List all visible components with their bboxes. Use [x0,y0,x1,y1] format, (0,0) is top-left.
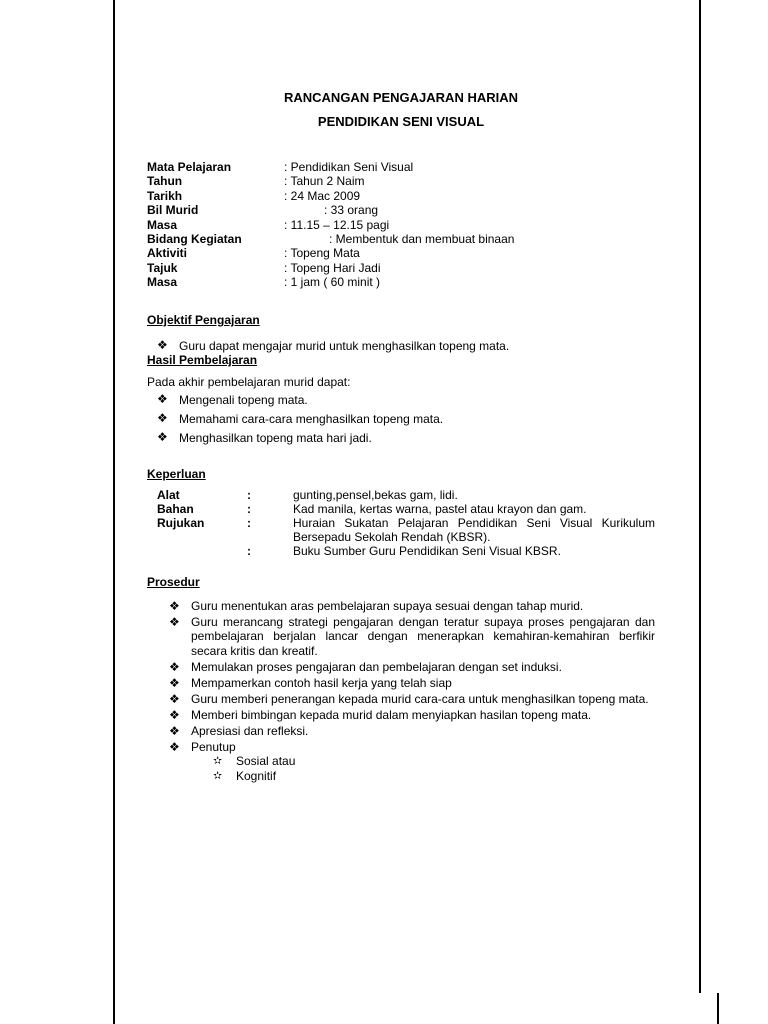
hasil-intro: Pada akhir pembelajaran murid dapat: [147,375,351,389]
req-text: Kad manila, kertas warna, pastel atau krayon dan gam. [293,502,587,516]
sub-list-item-text: Sosial atau [236,754,296,769]
diamond-bullet-icon: ❖ [169,723,180,738]
diamond-bullet-icon: ❖ [169,659,180,674]
sub-list-item [191,769,655,783]
info-label: Tahun [147,174,183,189]
info-value: : 24 Mac 2009 [284,188,361,203]
keperluan-table [157,488,655,558]
info-value: : Membentuk dan membuat binaan [329,232,515,247]
info-value: : Topeng Hari Jadi [284,260,381,275]
penutup-sublist [191,754,655,783]
req-colon: : [247,516,251,530]
req-label [157,544,247,558]
info-label: Bidang Kegiatan [147,232,242,247]
info-row [147,174,514,188]
list-item [169,599,655,613]
document-subtitle: PENDIDIKAN SENI VISUAL [317,114,485,129]
req-text: gunting,pensel,bekas gam, lidi. [293,488,458,502]
info-value: : 1 jam ( 60 minit ) [284,275,381,290]
list-item [169,692,655,706]
page-corner-mark [717,993,719,1024]
hasil-heading: Hasil Pembelajaran [147,353,258,367]
req-label: Alat [157,488,180,502]
req-colon: : [247,488,251,502]
req-label: Bahan [157,502,194,516]
list-item-text: Menghasilkan topeng mata hari jadi. [179,431,372,445]
list-item-text: Mempamerkan contoh hasil kerja yang telah siap [191,675,452,690]
info-value: : 11.15 – 12.15 pagi [284,217,390,232]
diamond-bullet-icon: ❖ [169,707,180,722]
info-row [147,261,514,275]
list-item [169,676,655,690]
table-row [157,544,655,558]
info-value: : 33 orang [324,203,379,218]
diamond-bullet-icon: ❖ [169,615,180,629]
diamond-bullet-icon: ❖ [169,599,180,613]
list-item-text: Memulakan proses pengajaran dan pembelajaran dengan set induksi. [191,659,562,674]
sub-list-item [191,754,655,768]
list-item-text: Mengenali topeng mata. [179,393,308,407]
hasil-list [147,393,443,445]
list-item-text: Penutup [191,739,236,754]
info-row [147,232,514,246]
info-label: Tajuk [147,260,178,275]
list-item [147,339,509,353]
keperluan-heading: Keperluan [147,467,206,481]
req-colon: : [247,502,251,516]
list-item-text: Memberi bimbingan kepada murid dalam menyiapkan hasilan topeng mata. [191,707,592,722]
document-title: RANCANGAN PENGAJARAN HARIAN [283,90,518,105]
star-bullet-icon: ✫ [213,769,223,782]
info-value: : Topeng Mata [284,246,360,261]
list-item [169,708,655,722]
list-item [169,724,655,738]
list-item [169,660,655,674]
prosedur-heading: Prosedur [147,575,200,589]
list-item [147,431,443,445]
info-label: Bil Murid [147,203,199,218]
page-right-border [699,0,701,993]
star-bullet-icon: ✫ [213,755,223,768]
info-row [147,203,514,217]
diamond-bullet-icon: ❖ [157,430,168,444]
list-item [147,393,443,407]
list-item-text: Guru dapat mengajar murid untuk menghasilkan topeng mata. [179,339,510,353]
info-row [147,189,514,203]
req-colon: : [247,544,251,558]
list-item-text: Apresiasi dan refleksi. [191,723,309,738]
list-item-text: Guru memberi penerangan kepada murid cara-cara untuk menghasilkan topeng mata. [191,691,649,706]
req-text: Huraian Sukatan Pelajaran Pendidikan Seni Visual Kurikulum Bersepadu Sekolah Rendah (KBSR). [293,516,655,544]
lesson-info-table [147,160,514,290]
page-left-border [113,0,115,1024]
list-item [169,740,655,783]
diamond-bullet-icon: ❖ [157,392,168,406]
sub-list-item-text: Kognitif [236,768,277,783]
req-text: Buku Sumber Guru Pendidikan Seni Visual KBSR. [293,544,561,558]
objektif-list [147,339,509,353]
req-label: Rujukan [157,516,205,530]
list-item-text: Guru menentukan aras pembelajaran supaya sesuai dengan tahap murid. [191,599,584,613]
diamond-bullet-icon: ❖ [157,338,168,352]
info-value: : Pendidikan Seni Visual [284,160,414,174]
diamond-bullet-icon: ❖ [157,411,168,425]
list-item [147,412,443,426]
info-row [147,246,514,260]
table-row [157,488,655,502]
info-row [147,218,514,232]
diamond-bullet-icon: ❖ [169,739,180,754]
info-row [147,275,514,289]
list-item-text: Guru merancang strategi pengajaran dengan teratur supaya proses pengajaran dan pembelajaran berjalan lancar dengan menerapkan kemahiran-kemahiran berfikir secara kritis dan kreatif. [191,615,655,658]
prosedur-list [169,599,655,785]
info-label: Masa [147,275,178,290]
info-value: : Tahun 2 Naim [284,174,365,189]
list-item [169,615,655,658]
info-label: Masa [147,217,178,232]
info-label: Aktiviti [147,246,188,261]
table-row [157,502,655,516]
info-row [147,160,514,174]
info-label: Tarikh [147,188,183,203]
table-row [157,516,655,544]
list-item-text: Memahami cara-cara menghasilkan topeng mata. [179,412,444,426]
diamond-bullet-icon: ❖ [169,691,180,706]
objektif-heading: Objektif Pengajaran [147,313,260,327]
info-label: Mata Pelajaran [147,160,232,174]
diamond-bullet-icon: ❖ [169,675,180,690]
